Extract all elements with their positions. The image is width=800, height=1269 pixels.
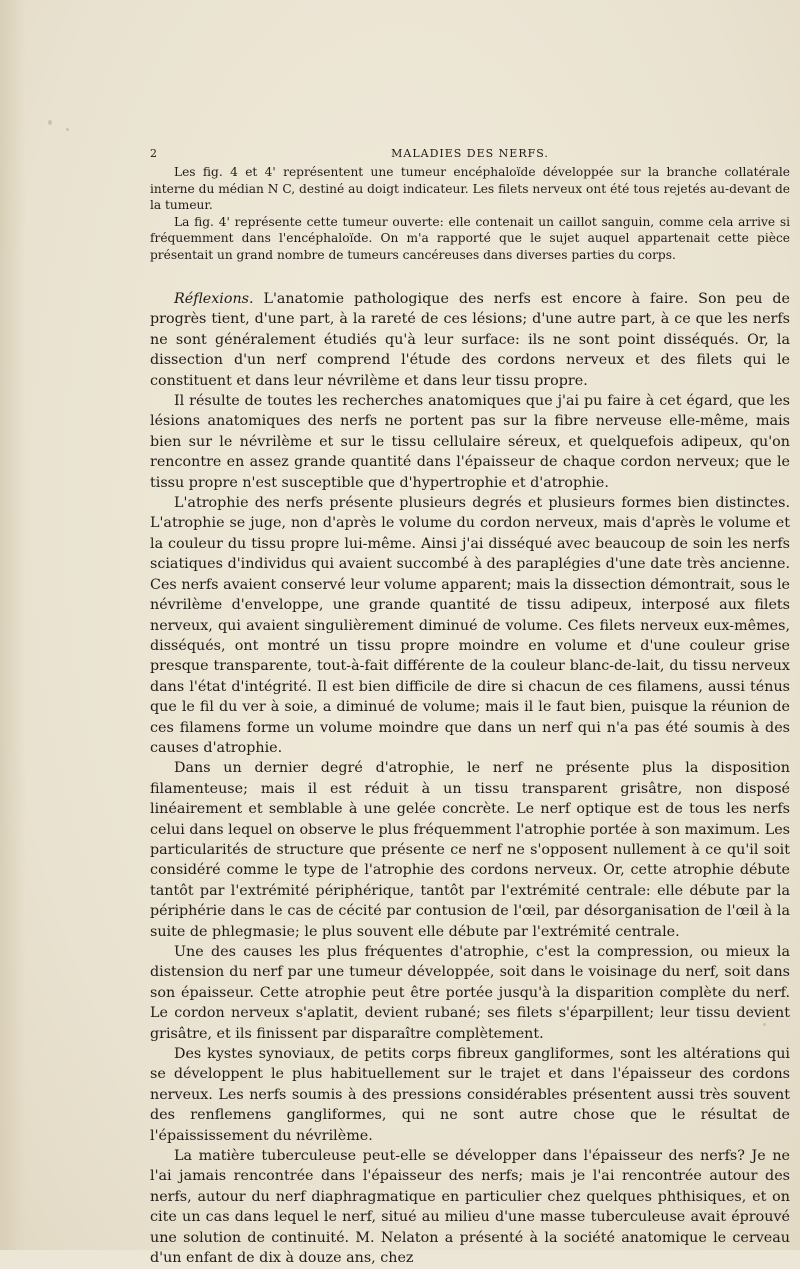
- body-text: [150, 289, 790, 1269]
- body-paragraph: [150, 289, 790, 391]
- page-gutter-shadow: [0, 0, 26, 1250]
- paper-speck: [48, 120, 52, 125]
- body-paragraph: La matière tuberculeuse peut-elle se développer dans l'épaisseur des nerfs? Je ne l'ai jamais rencontrée dans l'épaisseur des nerfs; mais je l'ai rencontrée autour des nerfs, autour du nerf diaphragmatique en particulier chez quelques phthisiques, et on cite un cas dans lequel le nerf, situé au milieu d'une masse tuberculeuse avait éprouvé une solution de continuité. M. Nelaton a présenté à la société anatomique le cerveau d'un enfant de dix à douze ans, chez: [150, 1148, 790, 1267]
- body-paragraph: Dans un dernier degré d'atrophie, le nerf ne présente plus la disposition filamenteuse; mais il est réduit à un tissu transparent grisâtre, non disposé linéairement et semblable à une gelée concrète. Le nerf optique est de tous les nerfs celui dans lequel on observe le plus fréquemment l'atrophie portée à son maximum. Les particularités de structure que présente ce nerf ne s'opposent nullement à ce qu'il soit considéré comme le type de l'atrophie des cordons nerveux. Or, cette atrophie débute tantôt par l'extrémité périphérique, tantôt par l'extrémité centrale: elle débute par la périphérie dans le cas de cécité par contusion de l'œil, par désorganisation de l'œil à la suite de phlegmasie; le plus souvent elle débute par l'extrémité centrale.: [150, 760, 790, 940]
- page-number: 2: [150, 147, 158, 160]
- section-lead-word: Réflexions.: [174, 291, 254, 307]
- body-paragraph: L'atrophie des nerfs présente plusieurs degrés et plusieurs formes bien distinctes. L'atrophie se juge, non d'après le volume du cordon nerveux, mais d'après le volume et la couleur du tissu propre lui-même. Ainsi j'ai disséqué avec beaucoup de soin les nerfs sciatiques d'individus qui avaient succombé à des paraplégies d'une date très ancienne. Ces nerfs avaient conservé leur volume apparent; mais la dissection démontrait, sous le névrilème d'enveloppe, une grande quantité de tissu adipeux, interposé aux filets nerveux, qui avaient singulièrement diminué de volume. Ces filets nerveux eux-mêmes, disséqués, ont montré un tissu propre moindre en volume et d'une couleur grise presque transparente, tout-à-fait différente de la couleur blanc-de-lait, du tissu nerveux dans l'état d'intégrité. Il est bien difficile de dire si chacun de ces filamens, aussi ténus que le fil du ver à soie, a diminué de volume; mais il le faut bien, puisque la réunion de ces filamens forme un volume moindre que dans un nerf qui n'a pas été soumis à des causes d'atrophie.: [150, 495, 790, 756]
- body-paragraph-text: L'anatomie pathologique des nerfs est encore à faire. Son peu de progrès tient, d'une part, à la rareté de ces lésions; d'une autre part, à ce que les nerfs ne sont généralement étudiés qu'à leur surface: ils ne sont point disséqués. Or, la dissection d'un nerf comprend l'étude des cordons nerveux et des filets qui le constituent et dans leur névrilème et dans leur tissu propre.: [150, 291, 791, 389]
- body-paragraph: Une des causes les plus fréquentes d'atrophie, c'est la compression, ou mieux la distension du nerf par une tumeur développée, soit dans le voisinage du nerf, soit dans son épaisseur. Cette atrophie peut être portée jusqu'à la disparition complète du nerf. Le cordon nerveux s'aplatit, devient rubané; ses filets s'éparpillent; leur tissu devient grisâtre, et ils finissent par disparaître complètement.: [150, 944, 790, 1042]
- body-paragraph: Il résulte de toutes les recherches anatomiques que j'ai pu faire à cet égard, que les lésions anatomiques des nerfs ne portent pas sur la fibre nerveuse elle-même, mais bien sur le névrilème et sur le tissu cellulaire séreux, et quelquefois adipeux, qu'on rencontre en assez grande quantité dans l'épaisseur de chaque cordon nerveux; que le tissu propre n'est susceptible que d'hypertrophie et d'atrophie.: [150, 393, 790, 491]
- figure-caption: [150, 164, 790, 264]
- caption-paragraph: Les fig. 4 et 4' représentent une tumeur encéphaloïde développée sur la branche collatérale interne du médian N C, destiné au doigt indicateur. Les filets nerveux ont été tous rejetés au-devant de la tumeur.: [150, 165, 790, 213]
- body-paragraph: Des kystes synoviaux, de petits corps fibreux gangliformes, sont les altérations qui se développent le plus habituellement sur le trajet et dans l'épaisseur des cordons nerveux. Les nerfs soumis à des pressions considérables présentent aussi très souvent des renflemens gangliformes, qui ne sont autre chose que le résultat de l'épaississement du névrilème.: [150, 1046, 790, 1144]
- paper-speck: [66, 128, 69, 131]
- caption-paragraph: La fig. 4' représente cette tumeur ouverte: elle contenait un caillot sanguin, comme cela arrive si fréquemment dans l'encéphaloïde. On m'a rapporté que le sujet auquel appartenait cette pièce présentait un grand nombre de tumeurs cancéreuses dans diverses parties du corps.: [150, 214, 790, 262]
- running-title: MALADIES DES NERFS.: [391, 147, 549, 160]
